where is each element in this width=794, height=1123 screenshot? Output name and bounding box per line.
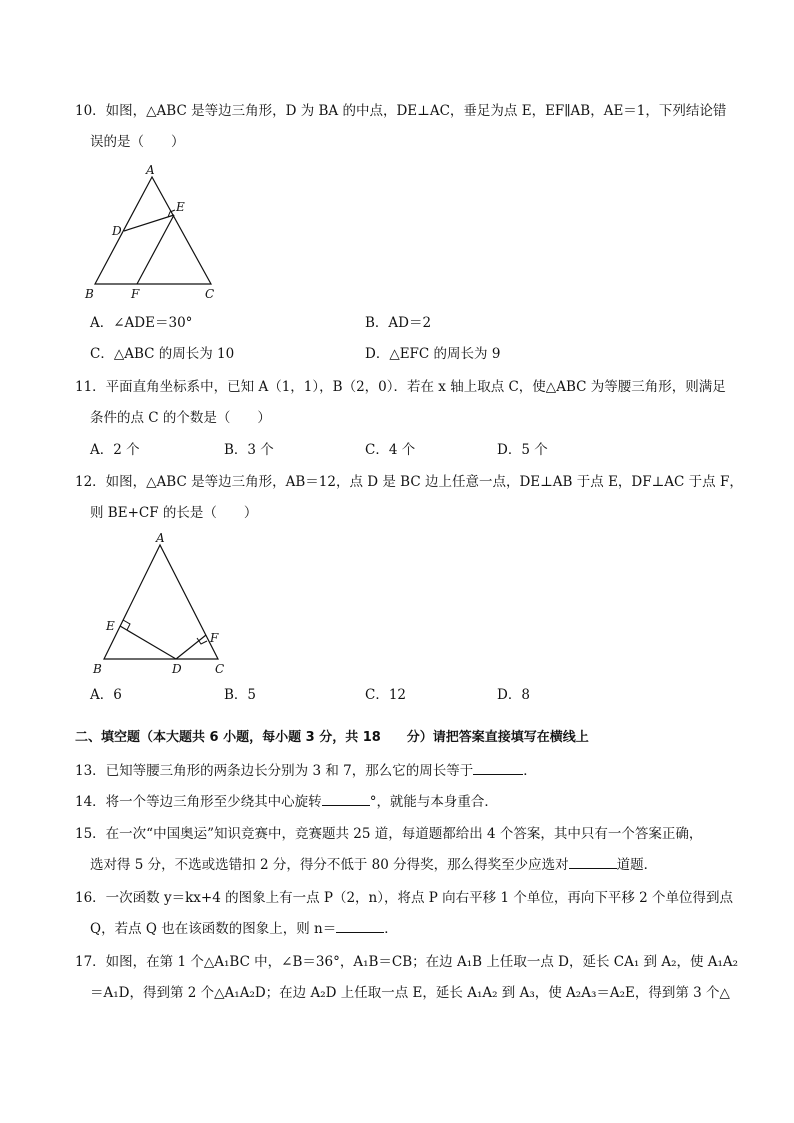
- q14-answer-blank[interactable]: [322, 793, 370, 806]
- q12-label-a: A: [156, 531, 165, 545]
- q10-option-a: A．∠ADE＝30°: [90, 315, 193, 331]
- q10-label-a: A: [146, 163, 155, 177]
- q12-label-c: C: [215, 662, 225, 676]
- q10-option-b: B．AD＝2: [365, 315, 432, 331]
- q11-option-b: B．3 个: [224, 442, 274, 458]
- q12-option-b: B．5: [224, 687, 257, 703]
- q11-line1: 11．平面直角坐标系中，已知 A（1，1），B（2，0）．若在 x 轴上取点 C，使△ABC 为等腰三角形，则满足: [75, 379, 726, 395]
- q12-triangle-figure: [88, 530, 238, 680]
- q10-triangle-figure: [80, 160, 230, 305]
- q17-line2: ＝A₁D，得到第 2 个△A₁A₂D；在边 A₂D 上任取一点 E，延长 A₁A₂ 到 A₃，使 A₂A₃＝A₂E，得到第 3 个△: [90, 985, 730, 1001]
- q13-text: 13．已知等腰三角形的两条边长分别为 3 和 7，那么它的周长等于: [75, 763, 474, 779]
- q16-line1: 16．一次函数 y＝kx+4 的图象上有一点 P（2，n），将点 P 向右平移 1 个单位，再向下平移 2 个单位得到点: [75, 890, 733, 906]
- q10-option-c: C．△ABC 的周长为 10: [90, 346, 235, 362]
- q12-line2: 则 BE+CF 的长是（ ）: [90, 505, 258, 521]
- q12-label-e: E: [106, 619, 115, 633]
- q12-line1: 12．如图，△ABC 是等边三角形，AB＝12，点 D 是 BC 边上任意一点，DE⊥AB 于点 E，DF⊥AC 于点 F，: [75, 474, 743, 490]
- q14-line: [75, 793, 498, 811]
- q13-line: [75, 762, 537, 780]
- q13-answer-blank[interactable]: [473, 762, 523, 775]
- q10-line2: 误的是（ ）: [90, 134, 185, 150]
- q10-option-d: D．△EFC 的周长为 9: [365, 346, 501, 362]
- q12-option-d: D．8: [497, 687, 530, 703]
- q16-line2: [90, 920, 398, 938]
- q14-end: °，就能与本身重合．: [369, 794, 498, 810]
- q12-option-a: A．6: [90, 687, 122, 703]
- q15-end: 道题．: [616, 857, 658, 873]
- q10-label-d: D: [112, 224, 122, 238]
- q15-answer-blank[interactable]: [569, 856, 617, 869]
- q10-label-f: F: [131, 287, 140, 301]
- q10-label-b: B: [85, 287, 94, 301]
- q16-end: ．: [384, 921, 398, 937]
- q12-label-f: F: [210, 631, 219, 645]
- q16-answer-blank[interactable]: [336, 920, 384, 933]
- q17-line1: 17．如图，在第 1 个△A₁BC 中，∠B＝36°，A₁B＝CB；在边 A₁B 上任取一点 D，延长 CA₁ 到 A₂，使 A₁A₂: [75, 954, 739, 970]
- q10-label-e: E: [176, 200, 185, 214]
- section-2-heading: 二、填空题（本大题共 6 小题，每小题 3 分，共 18 分）请把答案直接填写在横线上: [75, 730, 589, 745]
- q10-line1: 10．如图，△ABC 是等边三角形，D 为 BA 的中点，DE⊥AC，垂足为点 E，EF∥AB，AE＝1，下列结论错: [75, 103, 727, 119]
- q11-option-d: D．5 个: [497, 442, 548, 458]
- q10-label-c: C: [205, 287, 215, 301]
- q15-text: 选对得 5 分，不选或选错扣 2 分，得分不低于 80 分得奖，那么得奖至少应选对: [90, 857, 569, 873]
- q11-line2: 条件的点 C 的个数是（ ）: [90, 410, 271, 426]
- q16-text: Q，若点 Q 也在该函数的图象上，则 n＝: [90, 921, 337, 937]
- q15-line1: 15．在一次“中国奥运”知识竞赛中，竞赛题共 25 道，每道题都给出 4 个答案，其中只有一个答案正确，: [75, 826, 703, 842]
- q15-line2: [90, 856, 657, 874]
- q12-label-b: B: [93, 662, 102, 676]
- q11-option-c: C．4 个: [365, 442, 416, 458]
- q13-end: ．: [523, 763, 537, 779]
- q11-option-a: A．2 个: [90, 442, 140, 458]
- q14-text: 14．将一个等边三角形至少绕其中心旋转: [75, 794, 322, 810]
- q12-option-c: C．12: [365, 687, 407, 703]
- q12-label-d: D: [172, 662, 182, 676]
